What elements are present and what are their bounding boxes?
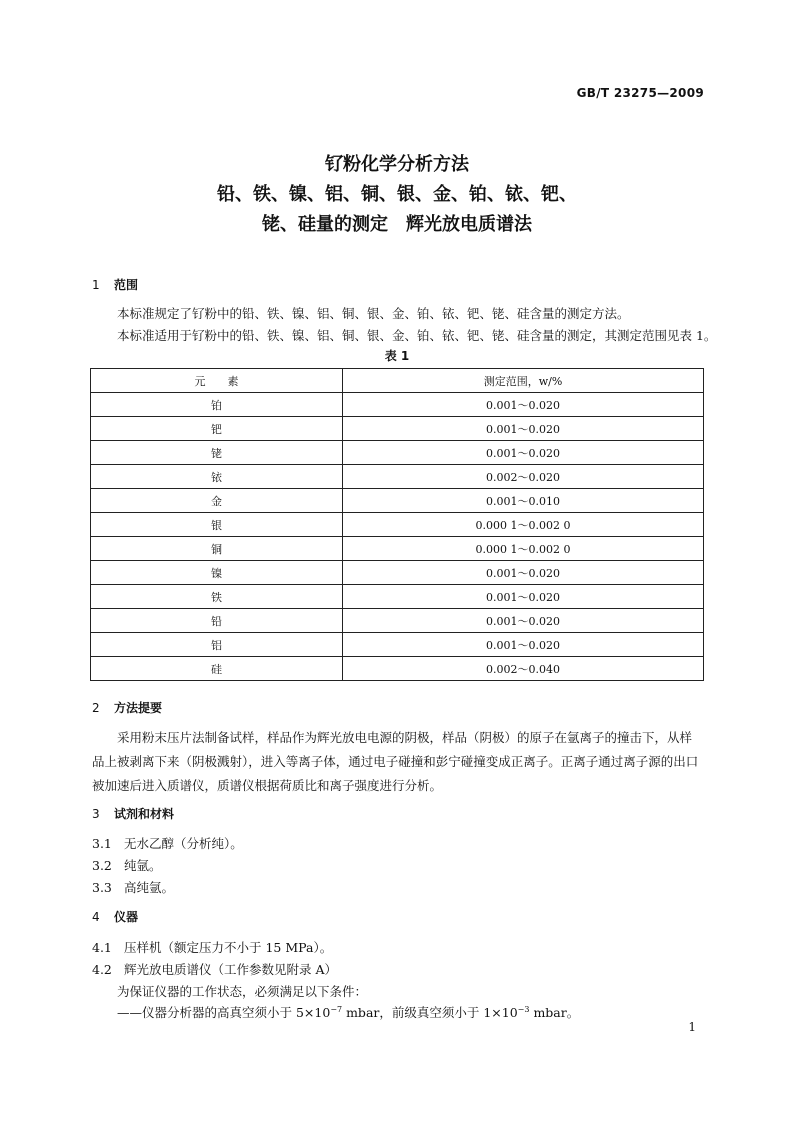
measurement-range-table: [90, 368, 704, 681]
range-cell: 0.001～0.020: [343, 633, 704, 657]
section-1-heading: [92, 276, 138, 293]
range-cell: 0.001～0.020: [343, 561, 704, 585]
table-row: [91, 537, 704, 561]
condition-text: mbar，前级真空须小于 1×10: [342, 1005, 518, 1020]
element-cell: 银: [91, 513, 343, 537]
table-row: [91, 465, 704, 489]
item-number: 4.2: [92, 962, 112, 977]
element-cell: 钯: [91, 417, 343, 441]
item-number: 3.2: [92, 858, 112, 873]
item-text: 辉光放电质谱仪（工作参数见附录 A）: [124, 962, 338, 977]
item-text: 高纯氩。: [124, 880, 175, 895]
element-cell: 铑: [91, 441, 343, 465]
range-cell: 0.000 1～0.002 0: [343, 513, 704, 537]
header-element: 元 素: [91, 369, 343, 393]
element-cell: 硅: [91, 657, 343, 681]
section-3-heading: [92, 805, 174, 822]
section-number: 4: [92, 910, 100, 924]
list-item: [92, 938, 332, 956]
scope-paragraph-1: 本标准规定了钌粉中的铅、铁、镍、铝、铜、银、金、铂、铱、钯、铑、硅含量的测定方法。: [117, 306, 630, 321]
section-title: 试剂和材料: [114, 807, 175, 821]
range-cell: 0.001～0.020: [343, 609, 704, 633]
table-caption: 表 1: [384, 349, 410, 363]
section-title: 仪器: [114, 910, 139, 924]
item-number: 3.1: [92, 836, 112, 851]
section-number: 1: [92, 278, 100, 292]
page-number: 1: [688, 1020, 696, 1034]
item-text: 纯氩。: [124, 858, 162, 873]
element-cell: 镍: [91, 561, 343, 585]
item-text: 压样机（额定压力不小于 15 MPa）。: [124, 940, 333, 955]
section-title: 范围: [114, 278, 139, 292]
list-item: [92, 856, 162, 874]
range-cell: 0.002～0.020: [343, 465, 704, 489]
element-cell: 铝: [91, 633, 343, 657]
table-row: [91, 513, 704, 537]
section-number: 2: [92, 701, 100, 715]
table-row: [91, 417, 704, 441]
element-cell: 铂: [91, 393, 343, 417]
table-header-row: [91, 369, 704, 393]
range-cell: 0.000 1～0.002 0: [343, 537, 704, 561]
condition-text: ——仪器分析器的高真空须小于 5×10: [117, 1005, 331, 1020]
table-row: [91, 489, 704, 513]
header-range: 测定范围，w/%: [343, 369, 704, 393]
condition-text: mbar。: [529, 1005, 580, 1020]
table-row: [91, 561, 704, 585]
element-cell: 铱: [91, 465, 343, 489]
table-row: [91, 633, 704, 657]
table-row: [91, 657, 704, 681]
table-row: [91, 609, 704, 633]
list-item: [92, 834, 243, 852]
exponent: −7: [330, 1004, 343, 1014]
range-cell: 0.001～0.020: [343, 393, 704, 417]
table-row: [91, 441, 704, 465]
range-cell: 0.002～0.040: [343, 657, 704, 681]
element-cell: 金: [91, 489, 343, 513]
list-item: [92, 960, 337, 978]
document-title: [0, 150, 794, 240]
element-cell: 铁: [91, 585, 343, 609]
exponent: −3: [517, 1004, 530, 1014]
item-number: 4.1: [92, 940, 112, 955]
range-cell: 0.001～0.020: [343, 417, 704, 441]
section-title: 方法提要: [114, 701, 163, 715]
standard-code: GB/T 23275—2009: [576, 86, 704, 100]
item-number: 3.3: [92, 880, 112, 895]
title-line-3: 铑、硅量的测定 辉光放电质谱法: [262, 214, 532, 235]
section-number: 3: [92, 807, 100, 821]
element-cell: 铅: [91, 609, 343, 633]
method-principle-paragraph: 采用粉末压片法制备试样，样品作为辉光放电电源的阴极，样品（阴极）的原子在氩离子的撞击下，从样品上被剥离下来（阴极溅射），进入等离子体，通过电子碰撞和彭宁碰撞变成正离子。正离子通过离子源的出口被加速后进入质谱仪，质谱仪根据荷质比和离子强度进行分析。: [92, 730, 699, 793]
item-text: 无水乙醇（分析纯）。: [124, 836, 243, 851]
element-cell: 铜: [91, 537, 343, 561]
section-4-heading: [92, 908, 138, 925]
title-line-1: 钌粉化学分析方法: [325, 154, 469, 175]
table-row: [91, 585, 704, 609]
condition-intro: 为保证仪器的工作状态，必须满足以下条件：: [117, 984, 368, 999]
range-cell: 0.001～0.020: [343, 441, 704, 465]
range-cell: 0.001～0.020: [343, 585, 704, 609]
vacuum-condition: [117, 1003, 579, 1021]
title-line-2: 铅、铁、镍、铝、铜、银、金、铂、铱、钯、: [217, 184, 577, 205]
list-item: [92, 878, 174, 896]
section-2-heading: [92, 699, 162, 716]
scope-paragraph-2: 本标准适用于钌粉中的铅、铁、镍、铝、铜、银、金、铂、铱、钯、铑、硅含量的测定，其测定范围见表 1。: [117, 328, 717, 343]
table-row: [91, 393, 704, 417]
range-cell: 0.001～0.010: [343, 489, 704, 513]
